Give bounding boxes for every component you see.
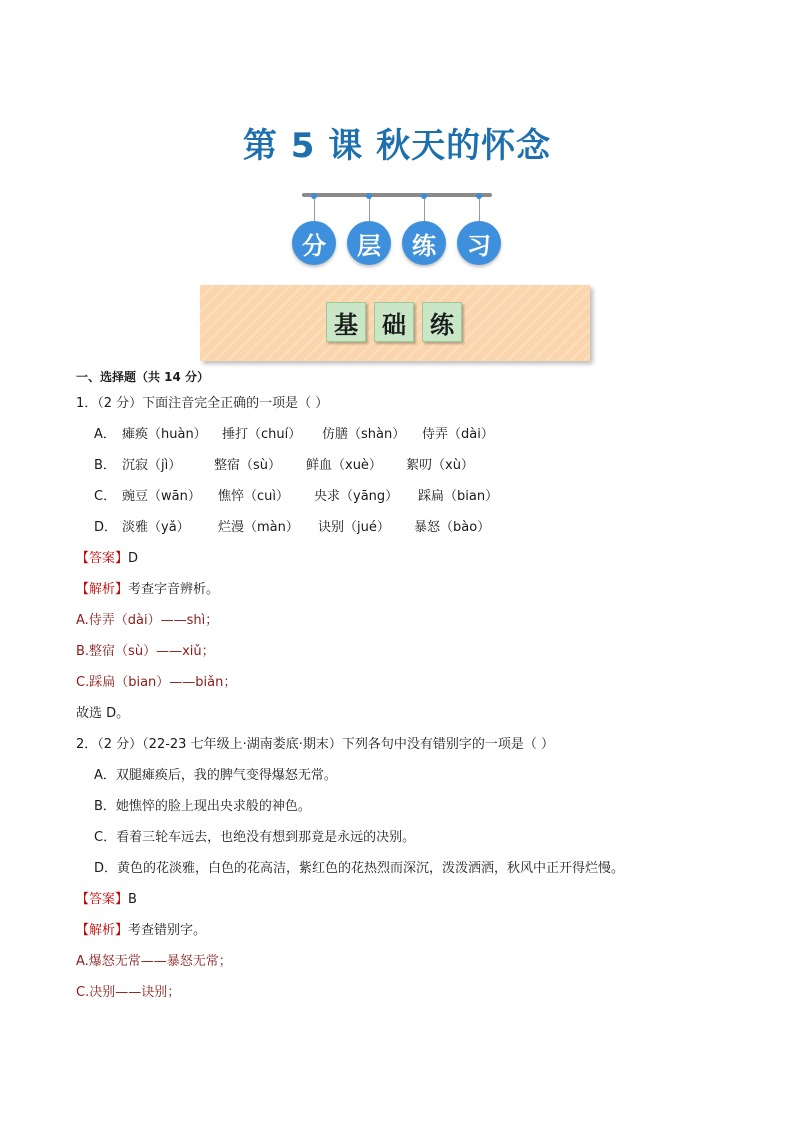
q2-option-a: A．双腿瘫痪后，我的脾气变得爆怒无常。 — [94, 768, 337, 783]
option-item: 仿膳（shàn） — [322, 427, 406, 442]
hanger-knot — [311, 193, 317, 199]
q1-option-b — [94, 457, 474, 475]
analysis-text: 考查错别字。 — [128, 923, 207, 938]
option-label: A． — [94, 427, 116, 442]
hanger-bar — [302, 193, 492, 197]
q2-explanation-a: A.爆怒无常——暴怒无常； — [76, 954, 232, 969]
option-item: 鲜血（xuè） — [306, 458, 382, 473]
q2-option-b: B．她憔悴的脸上现出央求般的神色。 — [94, 799, 311, 814]
analysis-tag: 【解析】 — [76, 923, 129, 938]
hanger-string — [479, 197, 480, 221]
q2-analysis — [76, 922, 206, 940]
option-item: 诀别（jué） — [318, 520, 390, 535]
hanger-knot — [366, 193, 372, 199]
q1-analysis — [76, 581, 219, 599]
option-item: 豌豆（wān） — [122, 489, 201, 504]
q1-explanation-c: C.踩扁（bian）——biǎn； — [76, 675, 237, 690]
option-label: D． — [94, 520, 118, 535]
q1-option-c — [94, 488, 498, 506]
layered-practice-header — [292, 221, 504, 267]
q2-answer — [76, 891, 137, 909]
q2-option-d: D．黄色的花淡雅，白色的花高洁，紫红色的花热烈而深沉，泼泼洒洒，秋风中正开得烂慢。 — [94, 861, 625, 876]
option-item: 央求（yāng） — [314, 489, 399, 504]
option-item: 淡雅（yǎ） — [122, 520, 190, 535]
option-item: 烂漫（màn） — [218, 520, 299, 535]
question-2-stem: 2．（2 分）（22-23 七年级上·湖南娄底·期末）下列各句中没有错别字的一项是（ ） — [76, 737, 554, 752]
q1-explanation-b: B.整宿（sù）——xiǔ； — [76, 644, 215, 659]
section-title: 一、选择题（共 14 分） — [76, 370, 210, 384]
banner-char-box: 基 — [326, 302, 366, 342]
answer-value: B — [128, 892, 137, 907]
q2-option-c: C．看着三轮车远去，也绝没有想到那竟是永远的决别。 — [94, 830, 416, 845]
option-item: 沉寂（jì） — [122, 458, 182, 473]
option-item: 瘫痪（huàn） — [122, 427, 207, 442]
q1-option-a — [94, 426, 494, 444]
question-1-stem: 1．（2 分）下面注音完全正确的一项是（ ） — [76, 396, 329, 411]
q1-conclusion: 故选 D。 — [76, 706, 130, 721]
header-circle-char: 分 — [292, 221, 336, 265]
answer-tag: 【答案】 — [76, 551, 129, 566]
answer-tag: 【答案】 — [76, 892, 129, 907]
basic-practice-banner — [200, 285, 590, 361]
banner-char-box: 练 — [422, 302, 462, 342]
option-label: C． — [94, 489, 117, 504]
option-item: 踩扁（bian） — [418, 489, 499, 504]
q1-option-d — [94, 519, 490, 537]
page-title: 第 5 课 秋天的怀念 — [242, 126, 552, 166]
header-circle-char: 习 — [457, 221, 501, 265]
option-item: 暴怒（bào） — [414, 520, 491, 535]
answer-value: D — [128, 551, 139, 566]
hanger-string — [314, 197, 315, 221]
option-item: 憔悴（cuì） — [218, 489, 289, 504]
option-item: 侍弄（dài） — [422, 427, 494, 442]
q1-answer — [76, 550, 138, 568]
hanger-knot — [476, 193, 482, 199]
option-item: 絮叨（xù） — [406, 458, 474, 473]
q2-explanation-c: C.决别——诀别； — [76, 985, 181, 1000]
option-item: 整宿（sù） — [214, 458, 282, 473]
option-label: B． — [94, 458, 116, 473]
header-circle-char: 层 — [347, 221, 391, 265]
option-item: 捶打（chuí） — [222, 427, 302, 442]
q1-explanation-a: A.侍弄（dài）——shì； — [76, 613, 219, 628]
header-circle-char: 练 — [402, 221, 446, 265]
analysis-tag: 【解析】 — [76, 582, 129, 597]
banner-char-box: 础 — [374, 302, 414, 342]
hanger-knot — [421, 193, 427, 199]
hanger-string — [424, 197, 425, 221]
hanger-string — [369, 197, 370, 221]
analysis-text: 考查字音辨析。 — [128, 582, 220, 597]
